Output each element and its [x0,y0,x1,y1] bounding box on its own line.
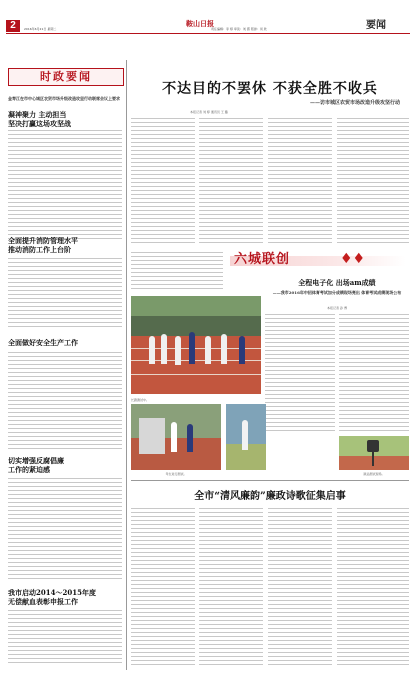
feature-byline: 本报记者 孙 博 [327,306,347,310]
runners-photo [131,296,261,394]
main-byline: 本报记者 刘 婷 通讯员 王 璐 [190,110,228,114]
feature-col-1 [265,314,335,434]
bottom-col-2 [199,508,263,670]
main-story-col-4 [337,118,409,246]
page-header [6,20,410,32]
sidebar-story-1-kicker: 金寿江在市中心城区农贸市场升级改造攻坚行动联席会议上要求 [8,96,120,101]
sidebar-divider [126,60,127,670]
sidebar-story-1-body [8,130,122,242]
testing-photo-caption: 考生进行测试。 [165,472,187,476]
testing-photo [131,404,221,470]
runners-photo-caption: 长跑测试中。 [131,398,150,402]
sidebar-title-box [8,68,124,86]
main-subheadline: ——访市城区农贸市场改造升级攻坚行动 [309,100,400,106]
section-title: 要闻 [366,20,386,31]
bottom-headline: 全市“清风廉韵”廉政诗歌征集启事 [194,491,346,502]
sidebar-story-5-body [8,610,122,668]
sidebar [6,60,124,670]
sidebar-story-4-body [8,478,122,582]
paper-name: 鞍山日报 [186,19,214,28]
feature-col-2 [339,314,409,434]
sidebar-story-4-headline: 切实增强反腐倡廉 工作的紧迫感 [8,456,64,474]
longjump-photo [226,404,266,470]
sidebar-story-5-headline: 我市启动2014～2015年度 无偿献血表彰申报工作 [8,588,96,606]
main-headline: 不达目的不罢休 不获全胜不收兵 [162,81,378,97]
main-story-col-1 [131,118,195,246]
camera-photo-caption: 跳远测试现场。 [363,472,385,476]
feature-banner [230,250,406,272]
main-story-col-2 [199,118,263,246]
feature-col-left [131,252,223,290]
sidebar-story-3-body [8,352,122,452]
editor-line: 责任编辑：李 婷 审读：刘 霞 照排：何 欣 [211,27,267,31]
sidebar-story-2-headline: 全面提升消防管理水平 推动消防工作上台阶 [8,236,78,254]
bottom-story-rule [131,480,409,481]
bottom-col-4 [337,508,409,670]
sidebar-story-2-body [8,258,122,330]
bottom-col-1 [131,508,195,670]
sidebar-story-3-headline: 全面做好安全生产工作 [8,338,78,347]
sidebar-story-1-headline: 凝神聚力 主动担当 坚决打赢这场攻坚战 [8,110,71,128]
date-line: 2016年6月21日 星期二 [24,27,57,31]
header-rule [6,33,410,34]
banner-brush-icon: ♦♦ [340,251,366,267]
feature-headline: 全程电子化 出场am成绩 [298,278,376,287]
sidebar-title: 时政要闻 [40,70,92,83]
main-story-col-3 [268,118,332,246]
bottom-col-3 [268,508,332,670]
camera-photo [339,436,409,470]
banner-text: 六城联创 [234,252,291,267]
feature-subheadline: ——我市2016年中招体育考试加分成绩现场亮出 体育考试成绩现场公布 [272,290,402,295]
page-number: 2 [6,20,20,32]
